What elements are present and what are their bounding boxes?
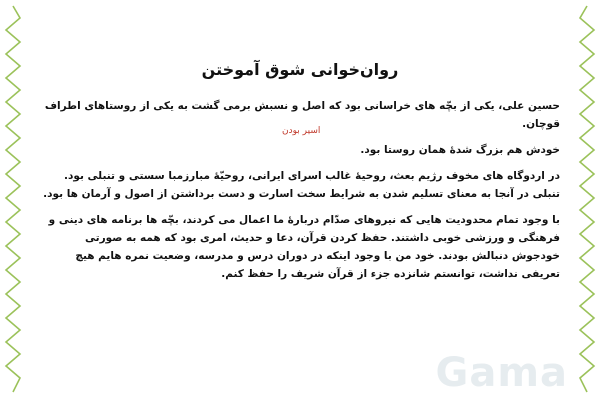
paragraph-2: خودش هم بزرگ شدهٔ همان روستا بود. [360,144,560,156]
decorative-border-right [574,0,600,400]
watermark-logo: Gama [435,350,568,396]
decorative-border-left [0,0,26,400]
paragraph-4: با وجود تمام محدودیت هایی که نیروهای صدّام دربارهٔ ما اعمال می کردند، بچّه ها برنامه های دینی و فرهنگی و ورزشی خوبی داشتند. حفظ کردن قرآن، دعا و حدیث، امری بود که همه به صورتی خودجوش دنبالش بودند. خود من با وجود اینکه در دوران درس و مدرسه، وضعیت نمره هایم هیچ تعریفی نداشت، توانستم شانزده جزء از قرآن شریف را حفظ کنم. [48,214,560,280]
paragraph-1: حسین علی، یکی از بچّه های خراسانی بود که اصل و نسبش برمی گشت به یکی از روستاهای اطراف قوچان. [44,100,560,130]
margin-annotation: اسیر بودن [282,126,321,136]
document-body [40,60,560,291]
page-title: روان‌خوانی شوق آموختن [201,60,399,79]
paragraph-3: در اردوگاه های مخوف رژیم بعث، روحیهٔ غالب اسرای ایرانی، روحیّهٔ مبارزمبا سستی و تنبلی بود. تنبلی در آنجا به معنای تسلیم شدن به شرایط سخت اسارت و دست برداشتن از اصول و آرمان ها بود. [43,170,560,200]
